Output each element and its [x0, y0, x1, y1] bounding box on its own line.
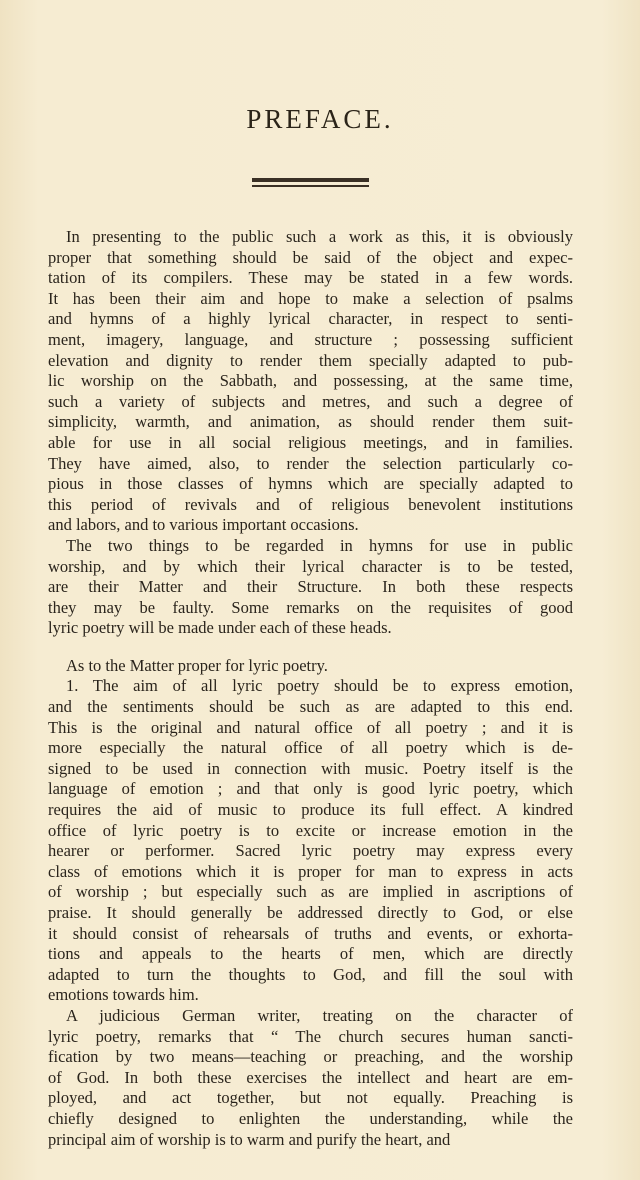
text-line: chiefly designed to enlighten the understanding, while the: [48, 1108, 573, 1128]
text-line: pious in those classes of hymns which are specially adapted to: [48, 474, 573, 494]
title-rule-thin: [252, 185, 369, 187]
text-line: They have aimed, also, to render the selection particularly co-: [48, 453, 573, 473]
text-line: simplicity, warmth, and animation, as should render them suit-: [48, 412, 573, 432]
text-line: proper that something should be said of the object and expec-: [48, 247, 573, 267]
text-line: able for use in all social religious meetings, and in families.: [48, 432, 573, 452]
paragraph-gap: [48, 639, 573, 656]
paragraph: [48, 1006, 573, 1150]
text-line: fication by two means—teaching or preaching, and the worship: [48, 1047, 573, 1067]
text-line: 1. The aim of all lyric poetry should be to express emotion,: [66, 676, 573, 696]
text-line: office of lyric poetry is to excite or increase emotion in the: [48, 820, 573, 840]
text-line: tions and appeals to the hearts of men, which are directly: [48, 944, 573, 964]
text-line: and hymns of a highly lyrical character, in respect to senti-: [48, 309, 573, 329]
text-line: of God. In both these exercises the intellect and heart are em-: [48, 1067, 573, 1087]
text-line: ployed, and act together, but not equally. Preaching is: [48, 1088, 573, 1108]
text-line: this period of revivals and of religious benevolent institutions: [48, 494, 573, 514]
text-line: and labors, and to various important occasions.: [48, 515, 359, 535]
text-line: lyric poetry will be made under each of these heads.: [48, 618, 392, 638]
text-line: As to the Matter proper for lyric poetry.: [66, 655, 328, 675]
text-line: tation of its compilers. These may be stated in a few words.: [48, 268, 573, 288]
text-line: principal aim of worship is to warm and purify the heart, and: [48, 1129, 451, 1149]
text-line: A judicious German writer, treating on the character of: [66, 1005, 573, 1025]
text-line: lyric poetry, remarks that “ The church secures human sancti-: [48, 1026, 573, 1046]
text-line: This is the original and natural office of all poetry ; and it is: [48, 717, 573, 737]
text-line: elevation and dignity to render them specially adapted to pub-: [48, 350, 573, 370]
text-line: lic worship on the Sabbath, and possessing, at the same time,: [48, 371, 573, 391]
text-line: requires the aid of music to produce its full effect. A kindred: [48, 800, 573, 820]
text-line: signed to be used in connection with music. Poetry itself is the: [48, 758, 573, 778]
text-line: adapted to turn the thoughts to God, and fill the soul with: [48, 964, 573, 984]
text-line: it should consist of rehearsals of truths and events, or exhorta-: [48, 923, 573, 943]
page-title: PREFACE.: [246, 104, 394, 134]
text-line: The two things to be regarded in hymns for use in public: [66, 535, 573, 555]
paragraph: [48, 656, 573, 677]
paragraph: [48, 536, 573, 639]
text-line: more especially the natural office of all poetry which is de-: [48, 738, 573, 758]
preface-text: [48, 227, 573, 1150]
text-line: ment, imagery, language, and structure ; possessing sufficient: [48, 329, 573, 349]
text-line: emotions towards him.: [48, 985, 199, 1005]
text-line: of worship ; but especially such as are implied in ascriptions of: [48, 882, 573, 902]
text-line: In presenting to the public such a work as this, it is obviously: [66, 227, 573, 246]
text-line: language of emotion ; and that only is good lyric poetry, which: [48, 779, 573, 799]
text-line: they may be faulty. Some remarks on the requisites of good: [48, 597, 573, 617]
text-line: class of emotions which it is proper for man to express in acts: [48, 861, 573, 881]
text-line: hearer or performer. Sacred lyric poetry may express every: [48, 841, 573, 861]
text-line: worship, and by which their lyrical character is to be tested,: [48, 556, 573, 576]
text-line: It has been their aim and hope to make a selection of psalms: [48, 288, 573, 308]
text-line: and the sentiments should be such as are adapted to this end.: [48, 697, 573, 717]
text-line: such a variety of subjects and metres, and such a degree of: [48, 391, 573, 411]
title-rule-thick: [252, 178, 369, 182]
paragraph: [48, 676, 573, 1006]
text-line: are their Matter and their Structure. In both these respects: [48, 577, 573, 597]
text-line: praise. It should generally be addressed directly to God, or else: [48, 903, 573, 922]
paragraph: [48, 227, 573, 536]
